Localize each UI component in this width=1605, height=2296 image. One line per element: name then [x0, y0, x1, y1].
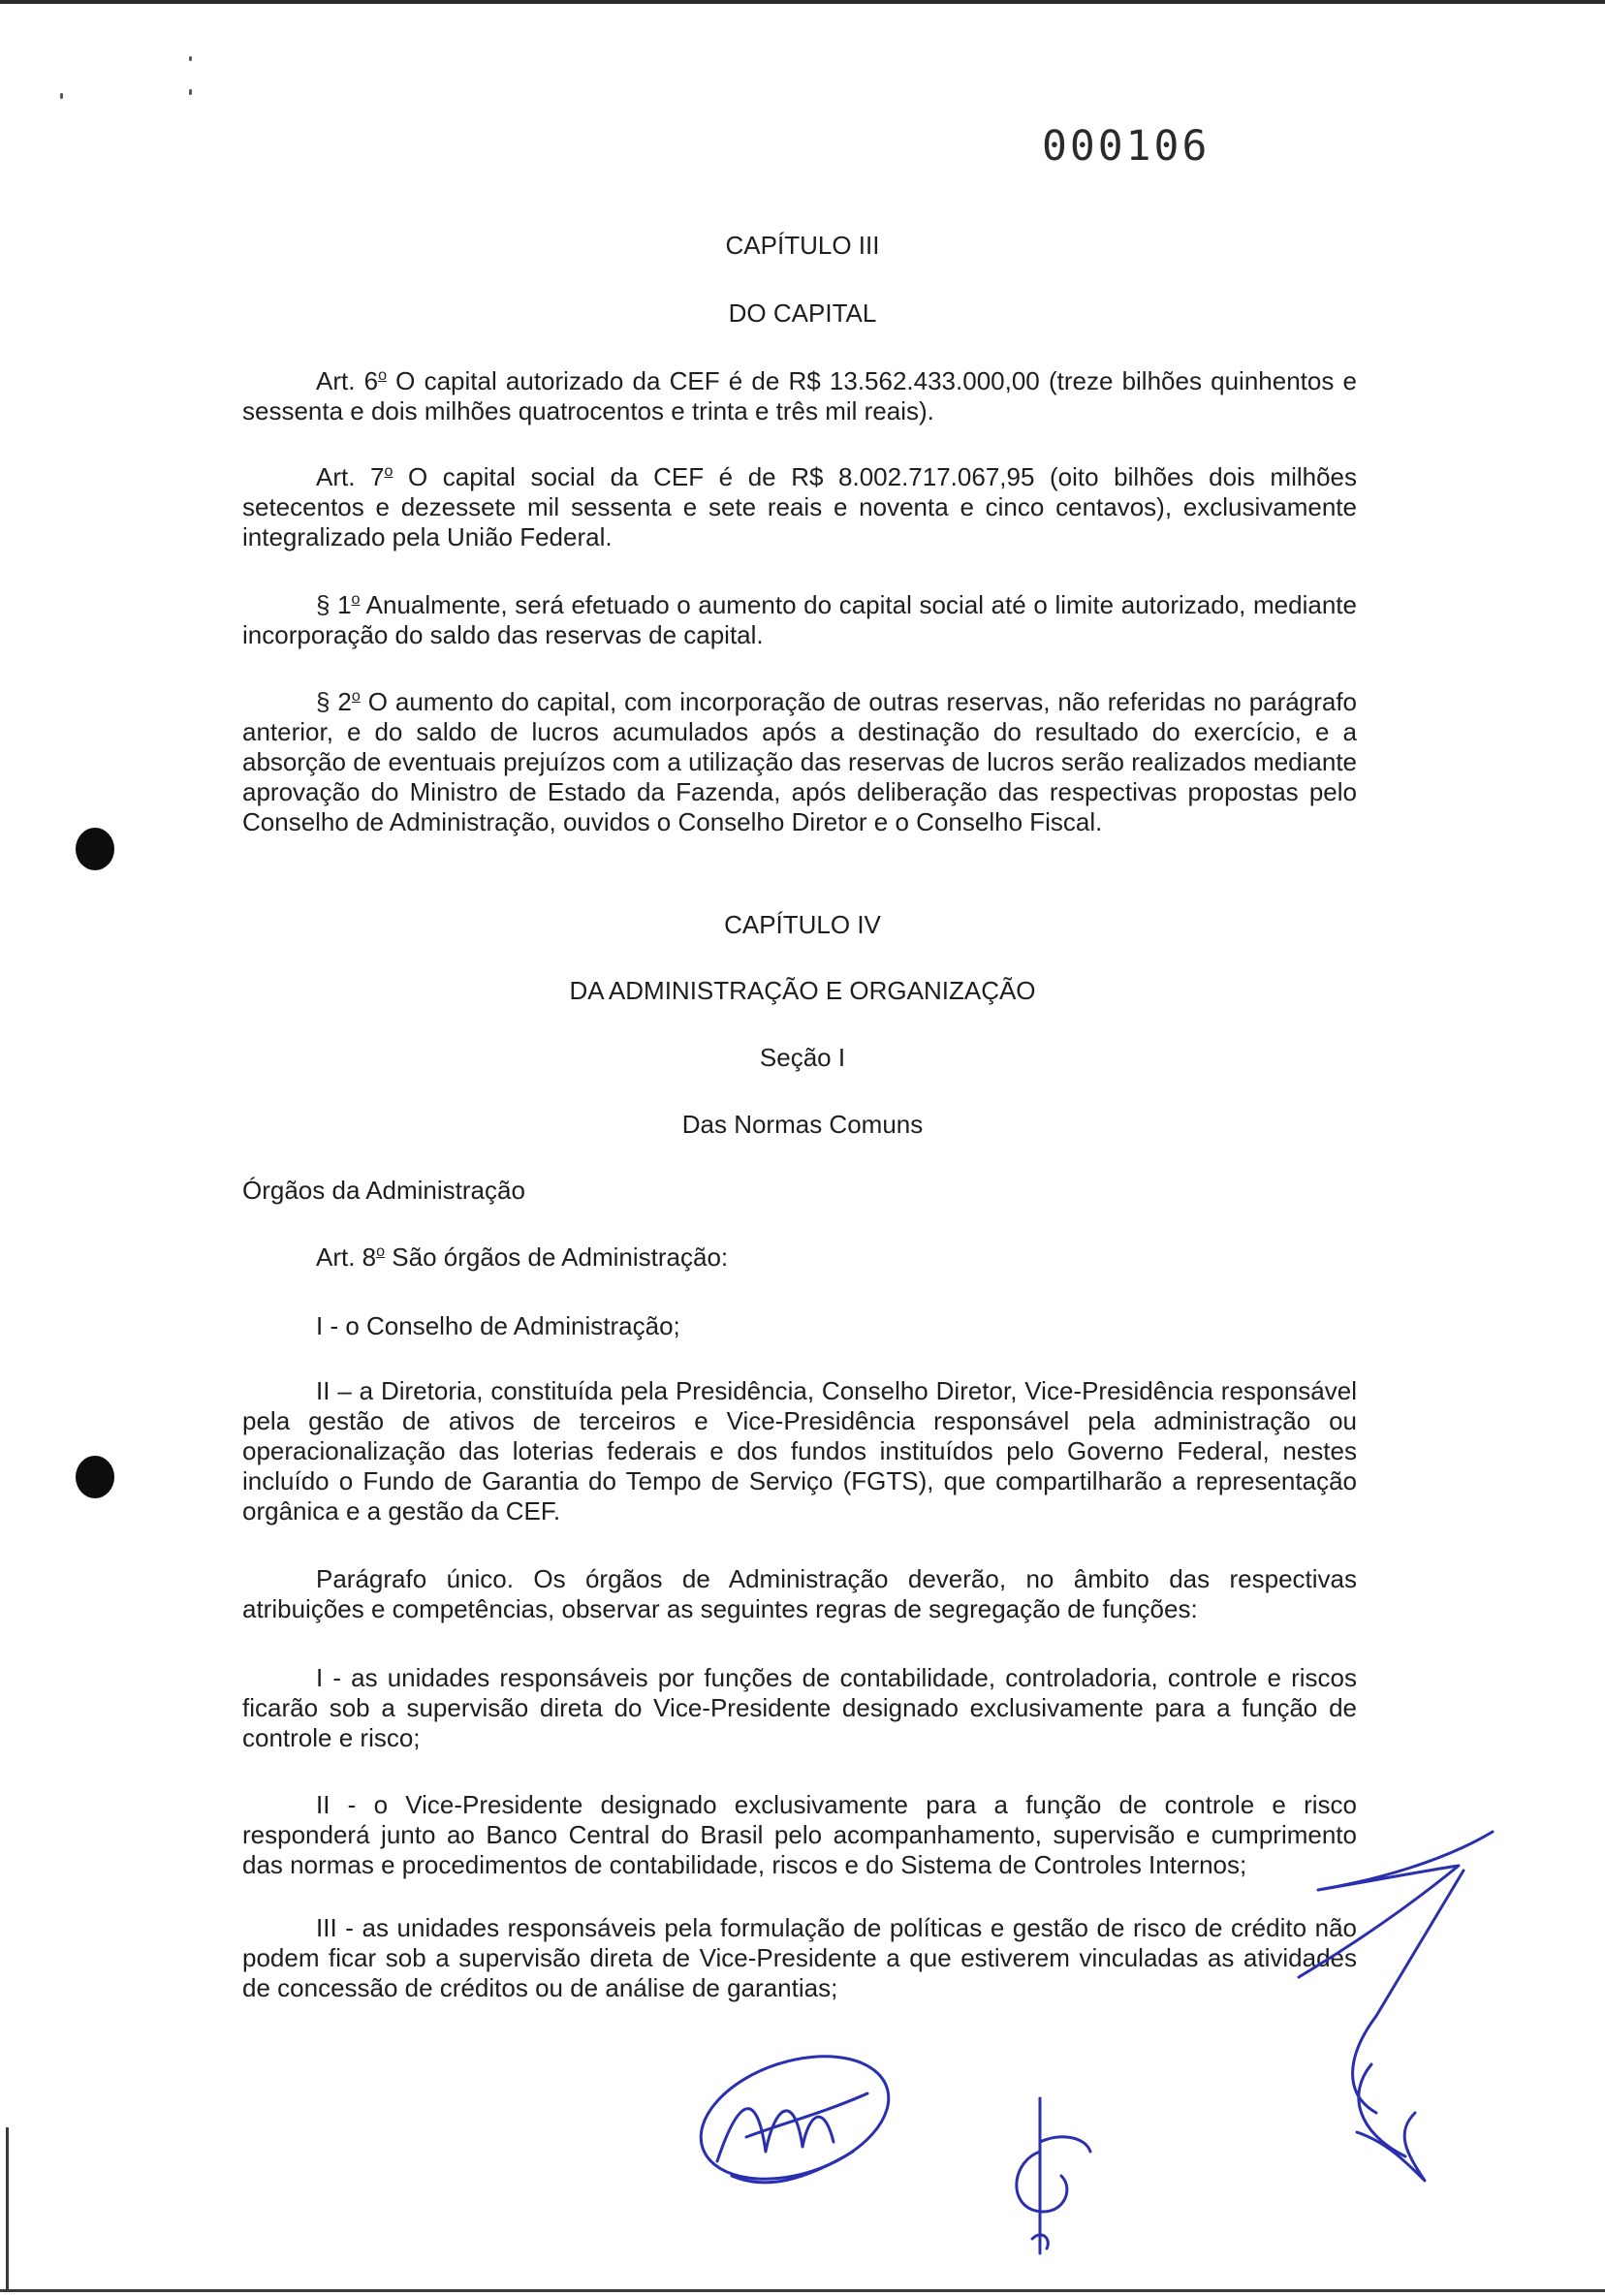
article-7: [242, 462, 1357, 552]
punch-hole-top: [76, 828, 114, 870]
signature-initials-right: [1260, 1822, 1512, 2190]
article-6-label: Art. 6: [316, 366, 379, 395]
scan-left-edge: [6, 2127, 9, 2292]
scan-speck: [60, 93, 63, 99]
article-6: [242, 366, 1357, 426]
punch-hole-bottom: [76, 1456, 114, 1498]
scan-bottom-edge: [0, 2289, 1605, 2292]
chapter-3-title: CAPÍTULO III: [725, 231, 880, 260]
chapter-4-subtitle: DA ADMINISTRAÇÃO E ORGANIZAÇÃO: [569, 976, 1036, 1005]
article-7-text: O capital social da CEF é de R$ 8.002.717.067,95 (oito bilhões dois milhões setecentos e dezessete mil sessenta e sete reais e noventa e cinco centavos), exclusivamente integralizado pela União Federal.: [242, 462, 1358, 551]
chapter-3-subtitle: DO CAPITAL: [728, 299, 877, 328]
section-subtitle: Das Normas Comuns: [681, 1110, 924, 1139]
signature-rubric-middle: [993, 2093, 1100, 2258]
scan-top-edge: [0, 0, 1605, 4]
ordinal-mark: o: [376, 1243, 386, 1260]
paragraph-1-label: § 1: [316, 590, 352, 619]
article-8: [316, 1242, 728, 1273]
chapter-4-title: CAPÍTULO IV: [724, 910, 881, 939]
sole-paragraph: Parágrafo único. Os órgãos de Administração deverão, no âmbito das respectivas atribuições e competências, observar as seguintes regras de segregação de funções:: [242, 1564, 1357, 1623]
scan-speck: [189, 89, 192, 95]
rule-1: I - as unidades responsáveis por funções de contabilidade, controladoria, controle e riscos ficarão sob a supervisão direta do Vice-Presidente designado exclusivamente para a função de controle e risco;: [242, 1663, 1357, 1752]
item-1: I - o Conselho de Administração;: [316, 1311, 680, 1340]
signature-rubric-left: [688, 2045, 901, 2210]
ordinal-mark: o: [384, 463, 393, 480]
rule-2: II - o Vice-Presidente designado exclusivamente para a função de controle e risco responderá junto ao Banco Central do Brasil pelo acompanhamento, supervisão e cumprimento das normas e procedimentos de contabilidade, riscos e do Sistema de Controles Internos;: [242, 1790, 1357, 1879]
side-heading: Órgãos da Administração: [242, 1176, 525, 1205]
article-8-text: São órgãos de Administração:: [385, 1242, 729, 1272]
ordinal-mark: o: [378, 367, 387, 384]
paragraph-2: [242, 687, 1357, 837]
paragraph-1: [242, 590, 1357, 650]
scan-speck: [189, 56, 192, 61]
paragraph-2-label: § 2: [316, 687, 352, 716]
article-6-text: O capital autorizado da CEF é de R$ 13.562.433.000,00 (treze bilhões quinhentos e sessenta e dois milhões quatrocentos e trinta e três mil reais).: [242, 366, 1357, 425]
ordinal-mark: o: [351, 591, 361, 608]
item-2: II – a Diretoria, constituída pela Presidência, Conselho Diretor, Vice-Presidência responsável pela gestão de ativos de terceiros e Vice-Presidência responsável pela administração ou operacionalização das loterias federais e dos fundos instituídos pelo Governo Federal, nestes incluído o Fundo de Garantia do Tempo de Serviço (FGTS), que compartilharão a representação orgânica e a gestão da CEF.: [242, 1376, 1357, 1525]
paragraph-2-text: O aumento do capital, com incorporação de outras reservas, não referidas no parágrafo anterior, e do saldo de lucros acumulados após a destinação do resultado do exercício, e a absorção de eventuais prejuízos com a utilização das reservas de lucros serão realizados mediante aprovação do Ministro de Estado da Fazenda, após deliberação das respectivas propostas pelo Conselho de Administração, ouvidos o Conselho Diretor e o Conselho Fiscal.: [242, 687, 1357, 836]
article-7-label: Art. 7: [316, 462, 385, 491]
paragraph-1-text: Anualmente, será efetuado o aumento do capital social até o limite autorizado, mediante incorporação do saldo das reservas de capital.: [242, 590, 1357, 649]
article-8-label: Art. 8: [316, 1242, 377, 1272]
page-number: 000106: [1042, 122, 1211, 171]
rule-3: III - as unidades responsáveis pela formulação de políticas e gestão de risco de crédito não podem ficar sob a supervisão direta de Vice-Presidente a que estiverem vinculadas as atividades de concessão de créditos ou de análise de garantias;: [242, 1913, 1357, 2002]
ordinal-mark: o: [351, 688, 361, 705]
section-title: Seção I: [759, 1043, 846, 1072]
